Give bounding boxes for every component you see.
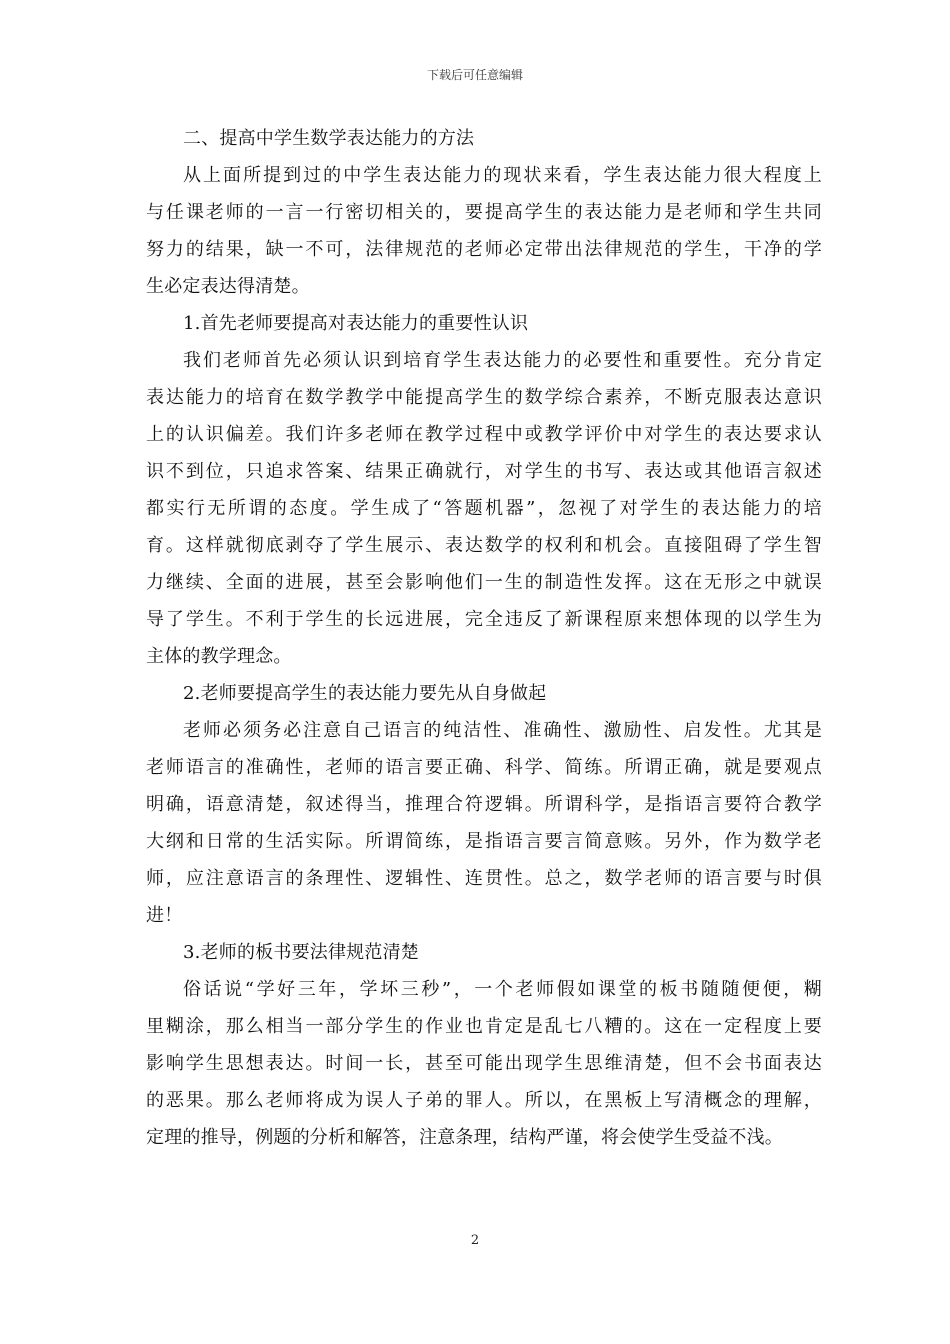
text-line: 都实行无所谓的态度。学生成了“答题机器”，忽视了对学生的表达能力的培: [146, 498, 822, 519]
text-line: 力继续、全面的进展，甚至会影响他们一生的制造性发挥。这在无形之中就误: [146, 572, 822, 593]
text-line: 上的认识偏差。我们许多老师在教学过程中或教学评价中对学生的表达要求认: [146, 424, 822, 445]
body-paragraph: [146, 342, 822, 675]
text-line: 识不到位，只追求答案、结果正确就行，对学生的书写、表达或其他语言叙述: [146, 461, 822, 482]
text-line: 的恶果。那么老师将成为误人子弟的罪人。所以，在黑板上写清概念的理解，: [146, 1090, 822, 1111]
page-header: 下载后可任意编辑: [426, 68, 523, 82]
page-number: 2: [470, 1233, 480, 1248]
text-line: 老师必须务必注意自己语言的纯洁性、准确性、激励性、启发性。尤其是: [183, 720, 822, 741]
text-line: 二、提高中学生数学表达能力的方法: [183, 128, 475, 149]
text-line: 导了学生。不利于学生的长远进展，完全违反了新课程原来想体现的以学生为: [146, 609, 822, 630]
text-line: 影响学生思想表达。时间一长，甚至可能出现学生思维清楚，但不会书面表达: [146, 1053, 822, 1074]
document-body: [146, 120, 822, 1156]
text-line: 老师语言的准确性，老师的语言要正确、科学、简练。所谓正确，就是要观点: [146, 757, 822, 778]
text-line: 我们老师首先必须认识到培育学生表达能力的必要性和重要性。充分肯定: [183, 350, 822, 371]
section-heading: [146, 305, 822, 342]
text-line: 主体的教学理念。: [146, 646, 292, 667]
text-line: 从上面所提到过的中学生表达能力的现状来看，学生表达能力很大程度上: [183, 165, 822, 186]
text-line: 大纲和日常的生活实际。所谓简练，是指语言要言简意赅。另外，作为数学老: [146, 831, 822, 852]
text-line: 2.老师要提高学生的表达能力要先从自身做起: [183, 683, 547, 704]
text-line: 明确，语意清楚，叙述得当，推理合符逻辑。所谓科学，是指语言要符合教学: [146, 794, 822, 815]
text-line: 育。这样就彻底剥夺了学生展示、表达数学的权利和机会。直接阻碍了学生智: [146, 535, 822, 556]
text-line: 进！: [146, 905, 183, 926]
text-line: 俗话说“学好三年，学坏三秒”，一个老师假如课堂的板书随随便便，糊: [183, 979, 822, 1000]
text-line: 3.老师的板书要法律规范清楚: [183, 942, 419, 963]
section-heading: [146, 934, 822, 971]
text-line: 师，应注意语言的条理性、逻辑性、连贯性。总之，数学老师的语言要与时俱: [146, 868, 822, 889]
section-heading: [146, 120, 822, 157]
text-line: 与任课老师的一言一行密切相关的，要提高学生的表达能力是老师和学生共同: [146, 202, 822, 223]
body-paragraph: [146, 712, 822, 934]
body-paragraph: [146, 157, 822, 305]
text-line: 生必定表达得清楚。: [146, 276, 310, 297]
text-line: 1.首先老师要提高对表达能力的重要性认识: [183, 313, 529, 334]
text-line: 定理的推导，例题的分析和解答，注意条理，结构严谨，将会使学生受益不浅。: [146, 1127, 783, 1148]
body-paragraph: [146, 971, 822, 1156]
text-line: 里糊涂，那么相当一部分学生的作业也肯定是乱七八糟的。这在一定程度上要: [146, 1016, 822, 1037]
section-heading: [146, 675, 822, 712]
text-line: 努力的结果，缺一不可，法律规范的老师必定带出法律规范的学生，干净的学: [146, 239, 822, 260]
text-line: 表达能力的培育在数学教学中能提高学生的数学综合素养，不断克服表达意识: [146, 387, 822, 408]
